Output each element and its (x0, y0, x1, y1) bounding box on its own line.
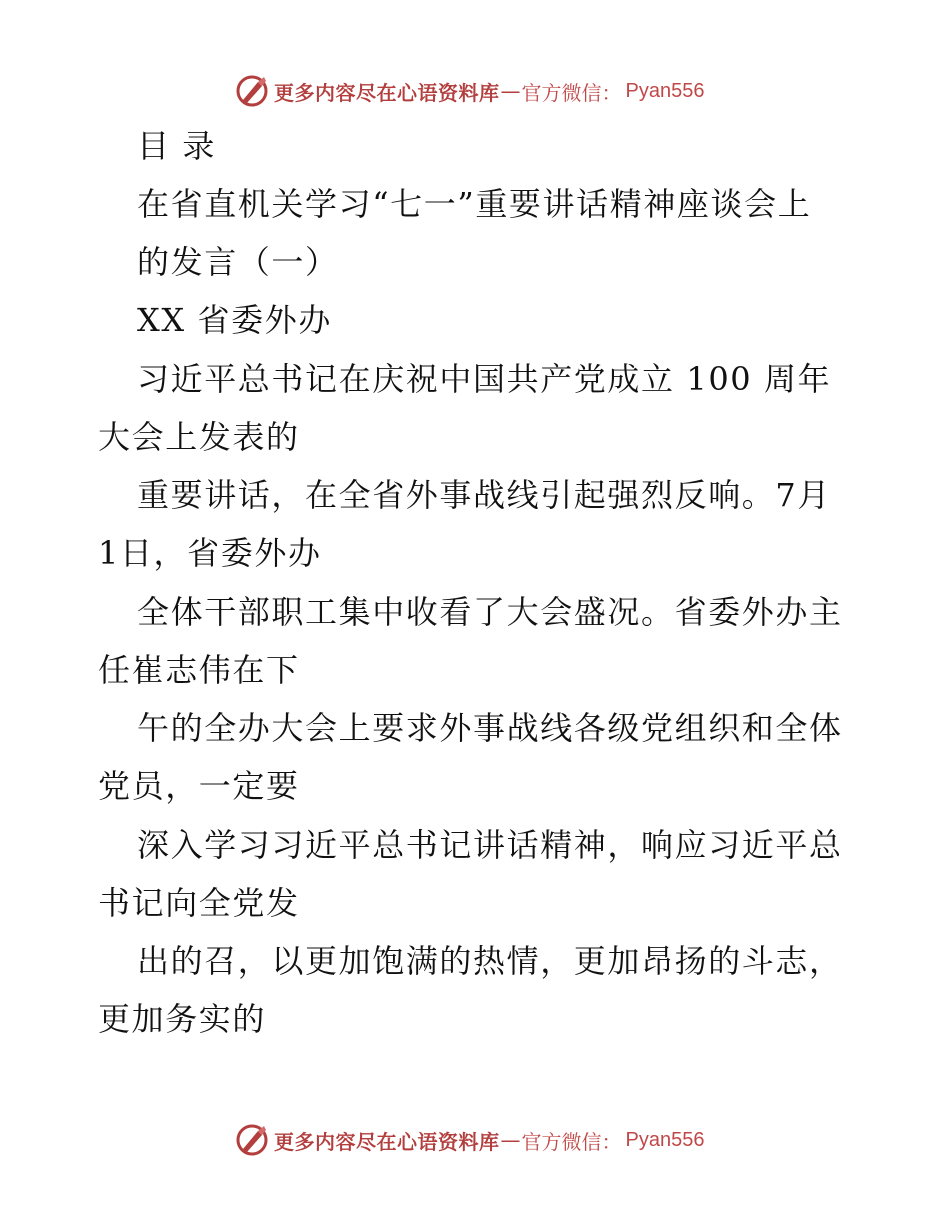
paragraph-line: 书记向全党发 (98, 884, 300, 922)
banner-contact-label: 官方微信： (521, 1129, 622, 1154)
paragraph-line: 深入学习习近平总书记讲话精神，响应习近平总 (137, 826, 843, 864)
pen-logo-icon (234, 1122, 270, 1158)
banner-dash: — (500, 1128, 521, 1152)
paragraph-line: 党员，一定要 (98, 767, 300, 805)
article-title-line-1: 在省直机关学习“七一”重要讲话精神座谈会上 (137, 185, 812, 223)
paragraph-line: 午的全办大会上要求外事战线各级党组织和全体 (137, 709, 843, 747)
paragraph-line: 任崔志伟在下 (98, 651, 300, 689)
paragraph-line: 出的召，以更加饱满的热情，更加昂扬的斗志， (137, 942, 843, 980)
footer-banner (0, 1118, 950, 1162)
paragraph-line: 大会上发表的 (98, 418, 300, 456)
article-author: XX 省委外办 (137, 301, 332, 339)
paragraph-line: 更加务实的 (98, 1000, 267, 1038)
banner-wechat-id: Pyan556 (625, 1128, 705, 1151)
paragraph-line: 重要讲话，在全省外事战线引起强烈反响。7月 (137, 476, 831, 514)
toc-heading: 目 录 (137, 127, 216, 165)
header-banner (0, 69, 950, 113)
banner-contact-label: 官方微信： (521, 80, 622, 105)
banner-content (234, 1118, 704, 1162)
banner-wechat-id: Pyan556 (625, 79, 705, 102)
banner-title: 更多内容尽在心语资料库 (274, 80, 500, 105)
paragraph-line: 1日，省委外办 (98, 534, 322, 572)
paragraph-line: 全体干部职工集中收看了大会盛况。省委外办主 (137, 593, 843, 631)
article-title-line-2: 的发言（一） (137, 243, 339, 281)
banner-title: 更多内容尽在心语资料库 (274, 1129, 500, 1154)
banner-content (234, 69, 704, 113)
banner-dash: — (500, 79, 521, 103)
pen-logo-icon (234, 73, 270, 109)
paragraph-line: 习近平总书记在庆祝中国共产党成立 100 周年 (137, 360, 832, 398)
